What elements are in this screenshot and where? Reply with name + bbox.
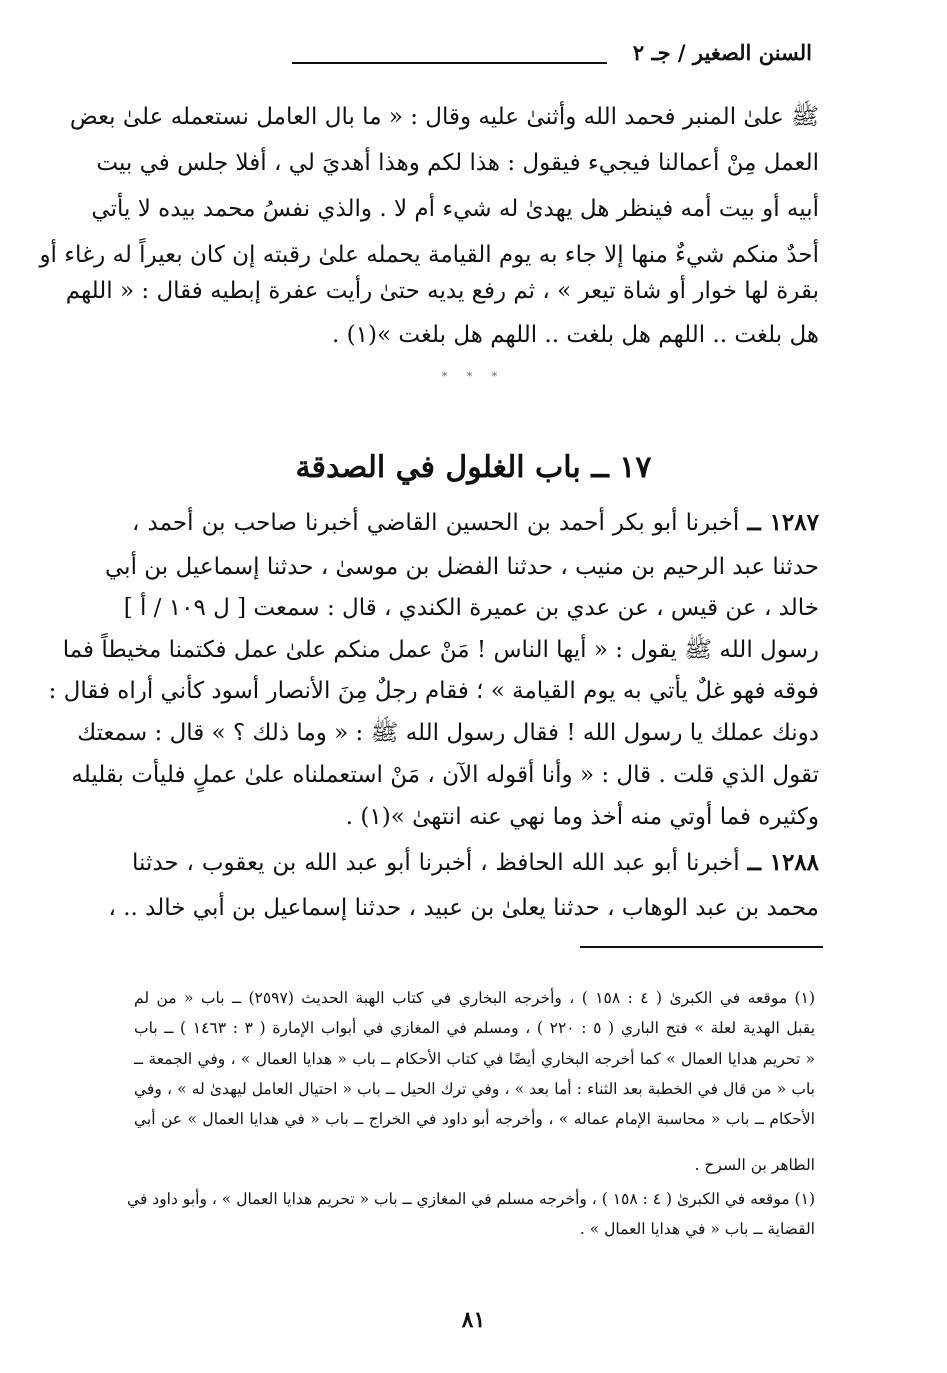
text-line: دونك عملك يا رسول الله ! فقال رسول الله ﷺ : « وما ذلك ؟ » قال : سمعتك	[77, 720, 819, 746]
hadith-text: أخبرنا أبو عبد الله الحافظ ، أخبرنا أبو عبد الله بن يعقوب ، حدثنا	[132, 850, 740, 876]
page-header	[292, 40, 812, 70]
hadith-text: أخبرنا أبو بكر أحمد بن الحسين القاضي أخبرنا صاحب بن أحمد ،	[132, 510, 740, 536]
text-line: فوقه فهو غلٌ يأتي به يوم القيامة » ؛ فقام رجلٌ مِنَ الأنصار أسود كأني أراه فقال :	[48, 678, 819, 704]
text-line: حدثنا عبد الرحيم بن منيب ، حدثنا الفضل بن موسىٰ ، حدثنا إسماعيل بن أبي	[105, 554, 819, 580]
footnote-line: الطاهر بن السرح .	[694, 1156, 815, 1174]
hadith-number: ١٢٨٨ ــ	[747, 849, 820, 876]
footnote-line: باب « من قال في الخطبة بعد الثناء : أما بعد » ، وفي ترك الحيل ــ باب « احتيال العامل ليهدىٰ له » ، وفي	[134, 1080, 815, 1098]
text-line: العمل مِنْ أعمالنا فيجيء فيقول : هذا لكم وهذا أهديَ لي ، أفلا جلس في بيت	[96, 150, 819, 176]
section-heading: ١٧ ــ باب الغلول في الصدقة	[295, 450, 652, 485]
text-line: ﷺ علىٰ المنبر فحمد الله وأثنىٰ عليه وقال : « ما بال العامل نستعمله علىٰ بعض	[69, 104, 819, 130]
hadith-number: ١٢٨٧ ــ	[747, 509, 819, 536]
hadith-line	[132, 508, 819, 538]
footnote-line: القضاية ــ باب « في هدايا العمال » .	[579, 1220, 815, 1238]
text-line: هل بلغت .. اللهم هل بلغت .. اللهم هل بلغت »(١) .	[332, 322, 819, 348]
text-line: بقرة لها خوار أو شاة تيعر » ، ثم رفع يديه حتىٰ رأيت عفرة إبطيه فقال : « اللهم	[65, 278, 819, 304]
hadith-line	[132, 848, 819, 878]
text-line: أبيه أو بيت أمه فينظر هل يهدىٰ له شيء أم لا . والذي نفسُ محمد بيده لا يأتي	[91, 196, 819, 222]
header-rule	[292, 62, 607, 64]
page-number: ٨١	[461, 1307, 486, 1333]
text-line: أحدٌ منكم شيءٌ منها إلا جاء به يوم القيامة يحمله علىٰ رقبته إن كان بعيراً له رغاء أو	[39, 242, 819, 268]
text-line: خالد ، عن قيس ، عن عدي بن عميرة الكندي ، قال : سمعت [ ل ١٠٩ / أ ]	[123, 595, 819, 621]
footnote-line: الأحكام ــ باب « محاسبة الإمام عماله » ، وأخرجه أبو داود في الخراج ــ باب « في هدايا العمال » عن أبي	[134, 1110, 815, 1128]
footnote-line: « تحريم هدايا العمال » كما أخرجه البخاري أيضًا في كتاب الأحكام ــ باب « هدايا العمال » ، وفي الجمعة ــ	[134, 1050, 815, 1068]
text-line: محمد بن عبد الوهاب ، حدثنا يعلىٰ بن عبيد ، حدثنا إسماعيل بن أبي خالد .. ،	[108, 895, 819, 921]
text-line: وكثيره فما أوتي منه أخذ وما نهي عنه انتهىٰ »(١) .	[345, 804, 819, 830]
footnote-line: يقبل الهدية لعلة » فتح الباري ( ٥ : ٢٢٠ ) ، ومسلم في المغازي في أبواب الإمارة ( ٣ : ١٤٦٣ ) ــ باب	[134, 1019, 816, 1037]
footnote-rule	[580, 946, 823, 948]
section-separator: * * *	[441, 370, 506, 383]
footnote-line: (١) موقعه في الكبرىٰ ( ٤ : ١٥٨ ) ، وأخرجه البخاري في كتاب الهبة الحديث (٢٥٩٧) ــ باب « من لم	[134, 989, 815, 1007]
footnote-line: (١) موقعه في الكبرىٰ ( ٤ : ١٥٨ ) ، وأخرجه مسلم في المغازي ــ باب « تحريم هدايا العمال » ، وأبو داود في	[127, 1190, 815, 1208]
text-line: تقول الذي قلت . قال : « وأنا أقوله الآن ، مَنْ استعملناه علىٰ عملٍ فليأت بقليله	[71, 762, 819, 788]
running-title: السنن الصغير / جـ ٢	[632, 40, 812, 65]
text-line: رسول الله ﷺ يقول : « أيها الناس ! مَنْ عمل منكم علىٰ عمل فكتمنا مخيطاً فما	[62, 637, 819, 663]
